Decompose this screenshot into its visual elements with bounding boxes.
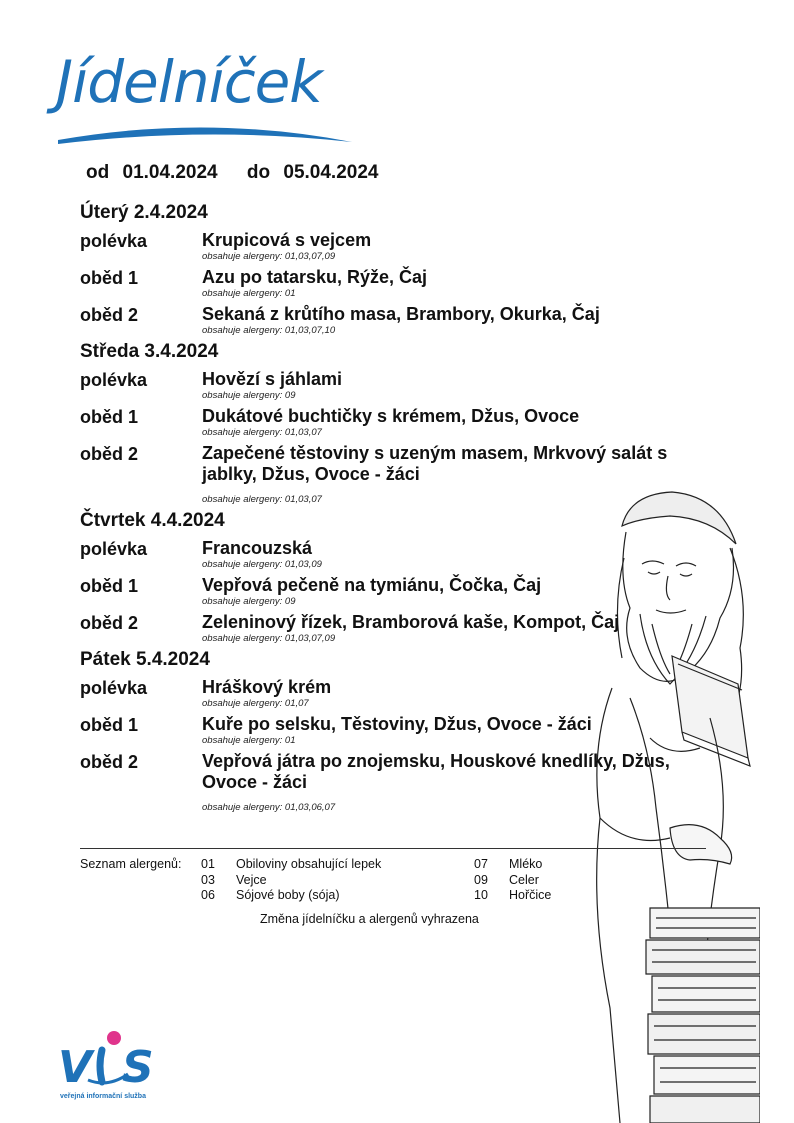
day-title: Středa 3.4.2024 (80, 341, 219, 362)
dish-name: Kuře po selsku, Těstoviny, Džus, Ovoce - žáci (202, 714, 592, 734)
allergen-number: 01 (201, 857, 215, 871)
dish-name: Zapečené těstoviny s uzeným masem, Mrkvový salát s jablky, Džus, Ovoce - žáci (202, 443, 668, 484)
dish-name: Dukátové buchtičky s krémem, Džus, Ovoce (202, 406, 580, 426)
dish-allergens: obsahuje alergeny: 01,03,06,07 (202, 802, 336, 813)
dish-name: Zeleninový řízek, Bramborová kaše, Kompot, Čaj (202, 612, 620, 632)
allergen-number: 09 (474, 872, 488, 887)
course-label: oběd 2 (80, 613, 139, 633)
course-label: polévka (80, 539, 148, 559)
day-section (80, 510, 700, 644)
meal-row (80, 267, 700, 299)
allergen-item (201, 873, 381, 889)
dish-allergens: obsahuje alergeny: 01,03,07 (202, 494, 322, 505)
day-section (80, 649, 700, 813)
dish-allergens: obsahuje alergeny: 09 (202, 390, 296, 401)
course-label: oběd 2 (80, 305, 139, 325)
date-range (86, 162, 378, 184)
course-label: oběd 1 (80, 576, 139, 596)
jidelnicek-logo (56, 48, 356, 158)
allergen-item (474, 873, 551, 889)
allergen-name: Vejce (236, 872, 267, 887)
dish-name: Hovězí s jáhlami (202, 369, 343, 389)
course-label: oběd 1 (80, 715, 139, 735)
allergen-legend-label: Seznam alergenů: (80, 857, 182, 871)
meal-row (80, 406, 700, 438)
dish-allergens: obsahuje alergeny: 01,03,07,09 (202, 633, 336, 644)
allergen-column (474, 857, 551, 904)
dish-name: Hráškový krém (202, 677, 332, 697)
vis-logo-icon (58, 1030, 168, 1090)
from-date: 01.04.2024 (122, 162, 218, 183)
day-section (80, 341, 700, 505)
meal-row (80, 538, 700, 570)
course-label: oběd 2 (80, 752, 139, 772)
page-title: Jídelníček (56, 48, 322, 116)
allergen-item (201, 857, 381, 873)
vis-logo (58, 1030, 178, 1110)
meal-row (80, 751, 700, 813)
meal-row (80, 304, 700, 336)
meal-row (80, 714, 700, 746)
dish-allergens: obsahuje alergeny: 09 (202, 596, 296, 607)
dish-allergens: obsahuje alergeny: 01,03,07,09 (202, 251, 336, 262)
dish-name: Sekaná z krůtího masa, Brambory, Okurka, Čaj (202, 304, 600, 324)
allergen-item (201, 888, 381, 904)
allergen-legend (80, 857, 680, 911)
allergen-number: 10 (474, 888, 488, 902)
course-label: oběd 2 (80, 444, 139, 464)
course-label: oběd 1 (80, 268, 139, 288)
course-label: oběd 1 (80, 407, 139, 427)
dish-name: Francouzská (202, 538, 313, 558)
course-label: polévka (80, 678, 148, 698)
menu (80, 202, 700, 818)
course-label: polévka (80, 370, 148, 390)
dish-name: Azu po tatarsku, Rýže, Čaj (202, 267, 428, 287)
allergen-number: 07 (474, 857, 488, 871)
dish-name: Vepřová pečeně na tymiánu, Čočka, Čaj (202, 575, 542, 595)
dish-allergens: obsahuje alergeny: 01,03,09 (202, 559, 322, 570)
allergen-name: Hořčice (509, 888, 552, 902)
title-swoosh-icon (56, 120, 356, 150)
day-title: Úterý 2.4.2024 (80, 202, 208, 223)
allergen-item (474, 857, 551, 873)
divider (80, 848, 706, 849)
svg-text:S: S (122, 1042, 154, 1090)
course-label: polévka (80, 231, 148, 251)
allergen-item (474, 888, 551, 904)
dish-allergens: obsahuje alergeny: 01,03,07,10 (202, 325, 336, 336)
day-section (80, 202, 700, 336)
meal-row (80, 443, 700, 505)
allergen-name: Celer (509, 872, 539, 887)
dish-allergens: obsahuje alergeny: 01 (202, 288, 296, 299)
to-date: 05.04.2024 (283, 162, 379, 183)
dish-allergens: obsahuje alergeny: 01 (202, 735, 296, 746)
to-label: do (246, 162, 271, 183)
allergen-name: Sójové boby (sója) (236, 888, 340, 902)
dish-name: Krupicová s vejcem (202, 230, 372, 250)
allergen-name: Obiloviny obsahující lepek (236, 857, 382, 871)
vis-tagline: veřejná informační služba (60, 1093, 146, 1100)
from-label: od (86, 162, 110, 183)
day-title: Pátek 5.4.2024 (80, 649, 210, 670)
meal-row (80, 369, 700, 401)
change-notice: Změna jídelníčku a alergenů vyhrazena (260, 912, 479, 926)
meal-row (80, 677, 700, 709)
allergen-name: Mléko (509, 857, 543, 871)
meal-row (80, 230, 700, 262)
allergen-number: 03 (201, 872, 215, 887)
allergen-column (201, 857, 381, 904)
dish-name: Vepřová játra po znojemsku, Houskové knedlíky, Džus, Ovoce - žáci (202, 751, 670, 792)
day-title: Čtvrtek 4.4.2024 (80, 510, 225, 531)
meal-row (80, 612, 700, 644)
dish-allergens: obsahuje alergeny: 01,07 (202, 698, 309, 709)
dish-allergens: obsahuje alergeny: 01,03,07 (202, 427, 322, 438)
meal-row (80, 575, 700, 607)
allergen-number: 06 (201, 888, 215, 902)
svg-text:V: V (58, 1042, 93, 1090)
